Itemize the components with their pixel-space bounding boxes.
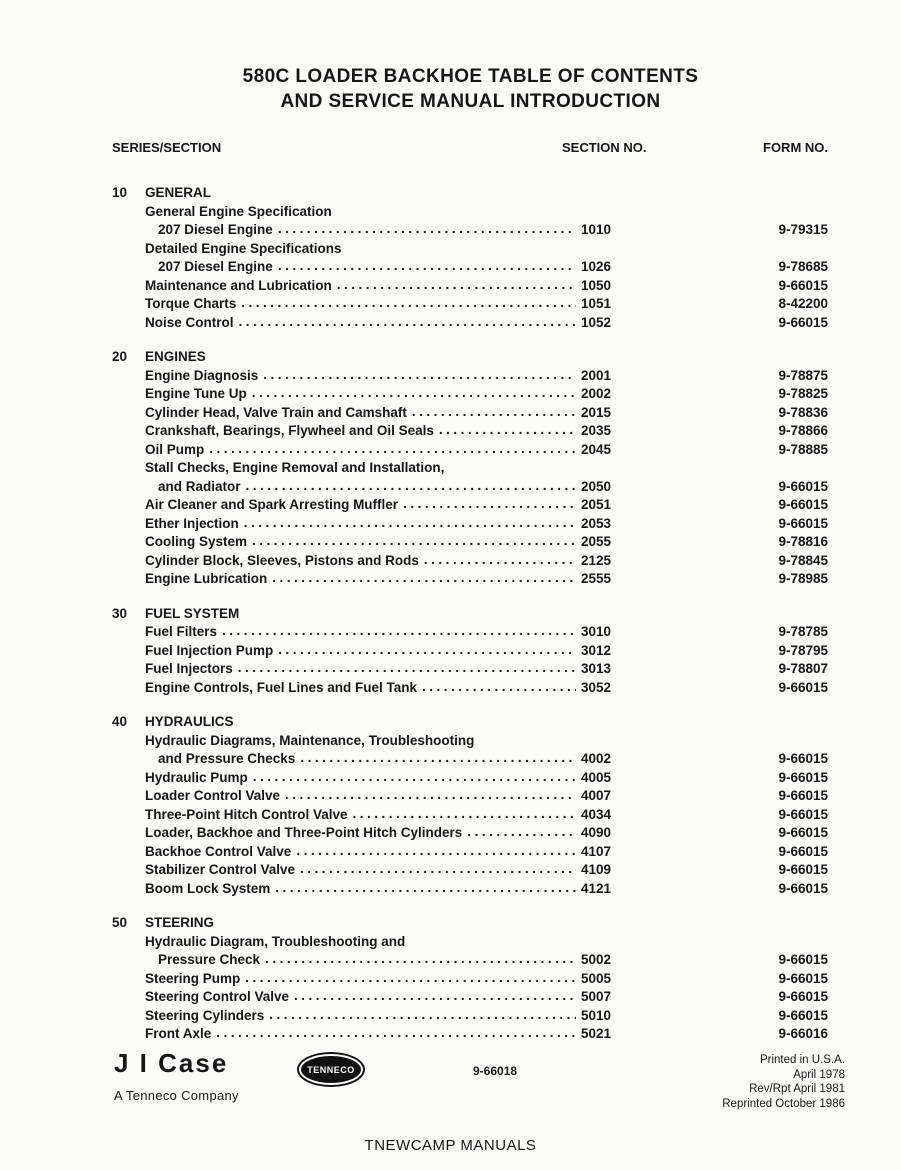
page-title [0,64,901,114]
column-header-section-no: SECTION NO. [562,140,647,155]
entry-left [145,385,611,404]
entry-form-no: 9-78807 [778,661,828,676]
entry-section-no: 3010 [580,624,611,639]
entry-title: Crankshaft, Bearings, Flywheel and Oil Seals [145,423,434,438]
print-info-line: April 1978 [793,1068,845,1081]
toc-entry [112,277,828,296]
entry-section-no: 2035 [580,423,611,438]
entry-form-no: 9-66015 [778,277,828,293]
entry-form-no: 9-78866 [778,423,828,438]
section-heading: ENGINES [145,349,206,364]
entry-form-no: 9-66015 [778,1007,828,1023]
toc-entry [112,660,828,679]
entry-left [145,367,611,386]
entry-title: Engine Diagnosis [145,367,259,383]
toc-entry [112,970,828,989]
dot-leader [216,1024,576,1043]
entry-section-no: 5007 [580,989,611,1004]
section-heading: HYDRAULICS [145,714,234,729]
entry-form-no: 9-78885 [778,441,828,457]
print-info-line: Rev/Rpt April 1981 [749,1083,845,1095]
toc-entry [112,843,828,862]
brand-subtitle: A Tenneco Company [114,1088,239,1103]
entry-section-no: 4121 [580,880,611,896]
entry-section-no: 4005 [580,769,611,785]
entry-section-no: 1052 [580,314,611,330]
footer-form-number: 9-66018 [473,1064,518,1078]
entry-section-no: 5005 [580,970,611,986]
entry-first-line: Stall Checks, Engine Removal and Installation, [145,460,445,475]
entry-title: 207 Diesel Engine [158,259,273,274]
entry-form-no: 9-78825 [778,386,828,401]
entry-form-no: 9-66015 [778,880,828,896]
toc-entry [112,787,828,806]
toc-entry [112,769,828,788]
entry-title: Noise Control [145,314,234,330]
dot-leader [239,313,576,332]
toc-entry [112,221,828,240]
entry-section-no: 2055 [580,534,611,549]
toc-section [112,348,828,589]
dot-leader [222,622,576,641]
entry-title: Loader Control Valve [145,788,281,803]
dot-leader [300,749,576,768]
entry-title: Torque Charts [145,296,237,311]
entry-section-no: 5002 [580,952,611,967]
toc-entry [112,951,828,970]
entry-left [145,769,611,788]
entry-form-no: 9-78685 [778,259,828,274]
section-heading-row [112,713,828,732]
entry-form-no: 9-66015 [778,806,828,822]
dot-leader [209,440,576,459]
entry-left [145,258,611,277]
entry-title: Engine Tune Up [145,386,247,401]
entry-left [145,221,611,240]
dot-leader [337,276,576,295]
toc-entry [112,750,828,769]
entry-title: Cylinder Head, Valve Train and Camshaft [145,404,407,420]
toc-entry [112,824,828,843]
entry-left [145,1025,611,1044]
tenneco-logo-badge: TENNECO [299,1054,363,1085]
entry-title: Steering Cylinders [145,1007,265,1023]
entry-section-no: 3013 [580,661,611,676]
entry-form-no: 9-66015 [778,843,828,859]
entry-form-no: 9-66015 [778,515,828,531]
dot-leader [424,551,576,570]
entry-left [145,824,611,843]
dot-leader [300,860,576,879]
entry-section-no: 5021 [580,1026,611,1041]
section-heading-row [112,914,828,933]
entry-left [145,515,611,534]
dot-leader [245,969,576,988]
dot-leader [353,805,576,824]
dot-leader [275,879,576,898]
entry-title: Maintenance and Lubrication [145,277,332,293]
dot-leader [412,403,576,422]
entry-left [145,750,611,769]
entry-section-no: 4107 [580,843,611,859]
entry-left [145,314,611,333]
toc-entry [112,478,828,497]
entry-form-no: 9-78845 [778,552,828,568]
dot-leader [294,987,576,1006]
section-heading: FUEL SYSTEM [145,605,240,621]
entry-form-no: 9-78816 [778,534,828,549]
entry-section-no: 2045 [580,441,611,457]
entry-section-no: 4034 [580,806,611,822]
toc-entry [112,1007,828,1026]
entry-title: Ether Injection [145,515,239,531]
entry-form-no: 9-78836 [778,404,828,420]
entry-left [145,478,611,497]
dot-leader [238,659,576,678]
entry-form-no: 9-66015 [778,478,828,494]
entry-form-no: 9-66015 [778,825,828,840]
entry-form-no: 9-66015 [778,862,828,877]
section-heading: GENERAL [145,185,212,200]
section-heading-row [112,605,828,624]
entry-title: Backhoe Control Valve [145,843,292,859]
toc-content [112,140,828,1060]
toc-entry [112,314,828,333]
section-number: 20 [112,349,128,364]
entry-title: and Radiator [158,478,241,494]
section-heading-row [112,184,828,203]
entry-form-no: 8-42200 [778,296,828,311]
entry-title: Boom Lock System [145,880,271,896]
section-heading-row [112,348,828,367]
entry-form-no: 9-79315 [778,222,828,237]
entry-section-no: 4109 [580,862,611,877]
column-header-row [112,140,828,158]
dot-leader [241,294,576,313]
toc-section [112,605,828,698]
entry-section-no: 2001 [580,367,611,383]
entry-section-no: 4090 [580,825,611,840]
entry-title: Cooling System [145,534,248,549]
toc-entry [112,1025,828,1044]
entry-section-no: 4007 [580,788,611,803]
entry-left [145,623,611,642]
entry-form-no: 9-78785 [778,624,828,639]
toc-entry [112,570,828,589]
entry-title: Steering Control Valve [145,989,290,1004]
dot-leader [422,678,576,697]
section-number: 10 [112,185,128,200]
entry-section-no: 5010 [580,1007,611,1023]
toc-entry [112,515,828,534]
entry-section-no: 2015 [580,404,611,420]
toc-entry [112,441,828,460]
dot-leader [272,569,576,588]
column-header-form-no: FORM NO. [763,140,828,155]
toc-entry [112,422,828,441]
entry-title: Oil Pump [145,441,205,457]
entry-left [145,660,611,679]
entry-title: Fuel Injection Pump [145,642,274,658]
dot-leader [403,495,576,514]
entry-subheading: Detailed Engine Specifications [145,240,342,256]
entry-left [145,806,611,825]
entry-left [145,988,611,1007]
entry-section-no: 1050 [580,277,611,293]
entry-title: Engine Controls, Fuel Lines and Fuel Tank [145,679,418,695]
dot-leader [439,421,576,440]
entry-left [145,861,611,880]
entry-subheading: General Engine Specification [145,203,332,219]
dot-leader [278,220,576,239]
page-title-line2: AND SERVICE MANUAL INTRODUCTION [280,91,661,112]
entry-left [145,570,611,589]
entry-form-no: 9-66015 [778,679,828,695]
section-number: 30 [112,605,128,621]
entry-left [145,787,611,806]
entry-form-no: 9-66015 [778,751,828,766]
entry-form-no: 9-78795 [778,642,828,658]
entry-form-no: 9-66015 [778,497,828,512]
toc-section [112,713,828,898]
entry-left [145,422,611,441]
entry-title: Front Axle [145,1026,212,1041]
column-header-series-section: SERIES/SECTION [112,140,222,155]
entry-left [145,441,611,460]
entry-first-line: Hydraulic Diagrams, Maintenance, Troubleshooting [145,732,475,748]
entry-form-no: 9-78875 [778,367,828,383]
entry-section-no: 1051 [580,296,611,311]
entry-left [145,404,611,423]
dot-leader [278,641,576,660]
entry-left [145,295,611,314]
section-number: 50 [112,915,128,930]
entry-form-no: 9-66015 [778,769,828,785]
toc-entry [112,367,828,386]
entry-section-no: 1010 [580,222,611,237]
toc-section [112,914,828,1044]
print-info-line: Reprinted October 1986 [722,1097,845,1110]
entry-form-no: 9-66015 [778,970,828,986]
section-heading: STEERING [145,915,215,930]
entry-left [145,880,611,899]
dot-leader [265,950,576,969]
dot-leader [253,768,576,787]
entry-left [145,642,611,661]
toc-body [112,184,828,1044]
print-info-block [722,1053,845,1111]
entry-form-no: 9-66015 [778,952,828,967]
entry-section-no: 4002 [580,751,611,766]
entry-section-no: 2053 [580,515,611,531]
toc-section [112,184,828,332]
entry-section-no: 3012 [580,642,611,658]
toc-entry [112,679,828,698]
watermark-text: TNEWCAMP MANUALS [364,1137,537,1154]
entry-form-no: 9-66015 [778,314,828,330]
dot-leader [269,1006,576,1025]
page-title-line1: 580C LOADER BACKHOE TABLE OF CONTENTS [242,66,699,87]
entry-title: Loader, Backhoe and Three-Point Hitch Cylinders [145,825,463,840]
entry-left [145,1007,611,1026]
toc-entry [112,258,828,277]
toc-entry [112,880,828,899]
toc-entry [112,295,828,314]
entry-left [145,277,611,296]
entry-section-no: 2002 [580,386,611,401]
entry-left [145,679,611,698]
entry-left [145,843,611,862]
entry-title: Air Cleaner and Spark Arresting Muffler [145,497,399,512]
entry-form-no: 9-66015 [778,788,828,803]
entry-left [145,552,611,571]
entry-section-no: 1026 [580,259,611,274]
entry-title: Fuel Injectors [145,661,233,676]
entry-form-no: 9-78985 [778,571,828,586]
entry-title: 207 Diesel Engine [158,222,273,237]
brand-logo-text: J I Case [114,1048,229,1078]
dot-leader [296,842,576,861]
toc-entry [112,988,828,1007]
entry-title: Steering Pump [145,970,241,986]
toc-entry [112,642,828,661]
entry-title: Engine Lubrication [145,571,268,586]
entry-title: Fuel Filters [145,624,218,639]
dot-leader [263,366,576,385]
entry-left [145,496,611,515]
entry-form-no: 9-66016 [778,1026,828,1041]
entry-first-line: Hydraulic Diagram, Troubleshooting and [145,933,406,949]
toc-entry [112,861,828,880]
dot-leader [467,823,576,842]
entry-section-no: 2125 [580,552,611,568]
entry-title: Pressure Check [158,952,261,967]
toc-entry [112,533,828,552]
section-number: 40 [112,714,128,729]
toc-entry [112,623,828,642]
entry-title: Three-Point Hitch Control Valve [145,806,348,822]
toc-entry [112,496,828,515]
dot-leader [252,532,576,551]
entry-left [145,970,611,989]
entry-title: Cylinder Block, Sleeves, Pistons and Rods [145,552,419,568]
entry-left [145,951,611,970]
entry-section-no: 3052 [580,679,611,695]
toc-entry [112,404,828,423]
entry-section-no: 2050 [580,478,611,494]
entry-left [145,533,611,552]
toc-entry [112,806,828,825]
dot-leader [244,514,576,533]
dot-leader [246,477,576,496]
entry-title: and Pressure Checks [158,751,296,766]
entry-title: Hydraulic Pump [145,769,248,785]
dot-leader [285,786,576,805]
print-info-line: Printed in U.S.A. [759,1054,845,1066]
entry-section-no: 2051 [580,497,611,512]
toc-entry [112,552,828,571]
toc-entry [112,385,828,404]
entry-title: Stabilizer Control Valve [145,862,296,877]
dot-leader [252,384,576,403]
entry-section-no: 2555 [580,571,611,586]
entry-form-no: 9-66015 [778,989,828,1004]
dot-leader [278,257,576,276]
